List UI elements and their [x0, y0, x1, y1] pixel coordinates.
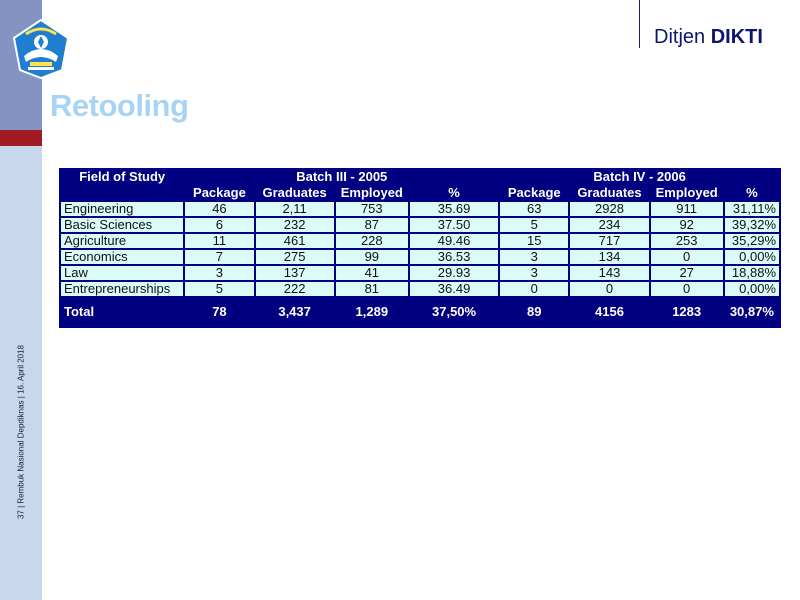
- table-cell: 15: [500, 234, 568, 248]
- table-cell: 228: [336, 234, 408, 248]
- table-cell: 92: [651, 218, 723, 232]
- table-cell: 5: [500, 218, 568, 232]
- table-cell: 11: [185, 234, 253, 248]
- header-field-of-study: Field of Study: [61, 170, 183, 184]
- table-cell: 63: [500, 202, 568, 216]
- table-cell: 29.93: [410, 266, 498, 280]
- total-cell: 1,289: [336, 298, 408, 326]
- field-of-study-cell: Law: [61, 266, 183, 280]
- field-of-study-cell: Engineering: [61, 202, 183, 216]
- total-cell: 30,87%: [725, 298, 779, 326]
- table-cell: 0,00%: [725, 250, 779, 264]
- subheader-cell: Package: [500, 186, 568, 200]
- field-of-study-cell: Agriculture: [61, 234, 183, 248]
- table-cell: 2928: [570, 202, 648, 216]
- table-cell: 37.50: [410, 218, 498, 232]
- table-cell: 461: [256, 234, 334, 248]
- field-of-study-cell: Basic Sciences: [61, 218, 183, 232]
- table-cell: 31,11%: [725, 202, 779, 216]
- table-cell: 35.69: [410, 202, 498, 216]
- subheader-cell: Package: [185, 186, 253, 200]
- table-cell: 39,32%: [725, 218, 779, 232]
- header-batch-iv: Batch IV - 2006: [500, 170, 779, 184]
- table-row: [61, 234, 779, 248]
- table-cell: 35,29%: [725, 234, 779, 248]
- table-total-row: [61, 298, 779, 326]
- table-cell: 0: [651, 250, 723, 264]
- brand-name: DIKTI: [710, 26, 763, 48]
- table-cell: 27: [651, 266, 723, 280]
- sidebar-accent-band: [0, 130, 42, 146]
- table-row: [61, 218, 779, 232]
- subheader-cell: Employed: [651, 186, 723, 200]
- table-cell: 275: [256, 250, 334, 264]
- table-cell: 911: [651, 202, 723, 216]
- brand-logo-text: [654, 26, 763, 49]
- table-cell: 753: [336, 202, 408, 216]
- table-cell: 3: [500, 266, 568, 280]
- table-row: [61, 282, 779, 296]
- table-row: [61, 250, 779, 264]
- table-cell: 3: [185, 266, 253, 280]
- tut-wuri-handayani-emblem-icon: [10, 18, 72, 80]
- brand-prefix: Ditjen: [654, 26, 706, 48]
- table-cell: 0: [651, 282, 723, 296]
- table-cell: 6: [185, 218, 253, 232]
- table-cell: 234: [570, 218, 648, 232]
- subheader-blank: [61, 186, 183, 200]
- table-cell: 99: [336, 250, 408, 264]
- table-cell: 253: [651, 234, 723, 248]
- table-cell: 134: [570, 250, 648, 264]
- table-cell: 222: [256, 282, 334, 296]
- subheader-cell: Graduates: [570, 186, 648, 200]
- table-cell: 0,00%: [725, 282, 779, 296]
- table-cell: 36.49: [410, 282, 498, 296]
- table-cell: 81: [336, 282, 408, 296]
- table-cell: 36.53: [410, 250, 498, 264]
- table-cell: 2,11: [256, 202, 334, 216]
- subheader-cell: %: [725, 186, 779, 200]
- table-cell: 232: [256, 218, 334, 232]
- retooling-table-container: [59, 168, 781, 328]
- total-cell: 37,50%: [410, 298, 498, 326]
- table-subheader-row: [61, 186, 779, 200]
- total-cell: 4156: [570, 298, 648, 326]
- field-of-study-cell: Entrepreneurships: [61, 282, 183, 296]
- retooling-table: [59, 168, 781, 328]
- table-cell: 18,88%: [725, 266, 779, 280]
- total-cell: 78: [185, 298, 253, 326]
- table-cell: 143: [570, 266, 648, 280]
- table-cell: 7: [185, 250, 253, 264]
- total-label-cell: Total: [61, 298, 183, 326]
- field-of-study-cell: Economics: [61, 250, 183, 264]
- table-row: [61, 202, 779, 216]
- table-cell: 46: [185, 202, 253, 216]
- subheader-cell: %: [410, 186, 498, 200]
- subheader-cell: Employed: [336, 186, 408, 200]
- table-row: [61, 266, 779, 280]
- total-cell: 89: [500, 298, 568, 326]
- total-cell: 1283: [651, 298, 723, 326]
- table-cell: 0: [570, 282, 648, 296]
- table-cell: 0: [500, 282, 568, 296]
- header-batch-iii: Batch III - 2005: [185, 170, 498, 184]
- table-cell: 717: [570, 234, 648, 248]
- table-cell: 3: [500, 250, 568, 264]
- footer-text: 37 | Rembuk Nasional Depdiknas | 16. April 2018: [16, 344, 26, 520]
- header-divider: [639, 0, 640, 48]
- subheader-cell: Graduates: [256, 186, 334, 200]
- table-cell: 87: [336, 218, 408, 232]
- page-title: Retooling: [50, 88, 189, 123]
- table-cell: 5: [185, 282, 253, 296]
- total-cell: 3,437: [256, 298, 334, 326]
- table-cell: 49.46: [410, 234, 498, 248]
- table-header-row: [61, 170, 779, 184]
- table-cell: 137: [256, 266, 334, 280]
- table-cell: 41: [336, 266, 408, 280]
